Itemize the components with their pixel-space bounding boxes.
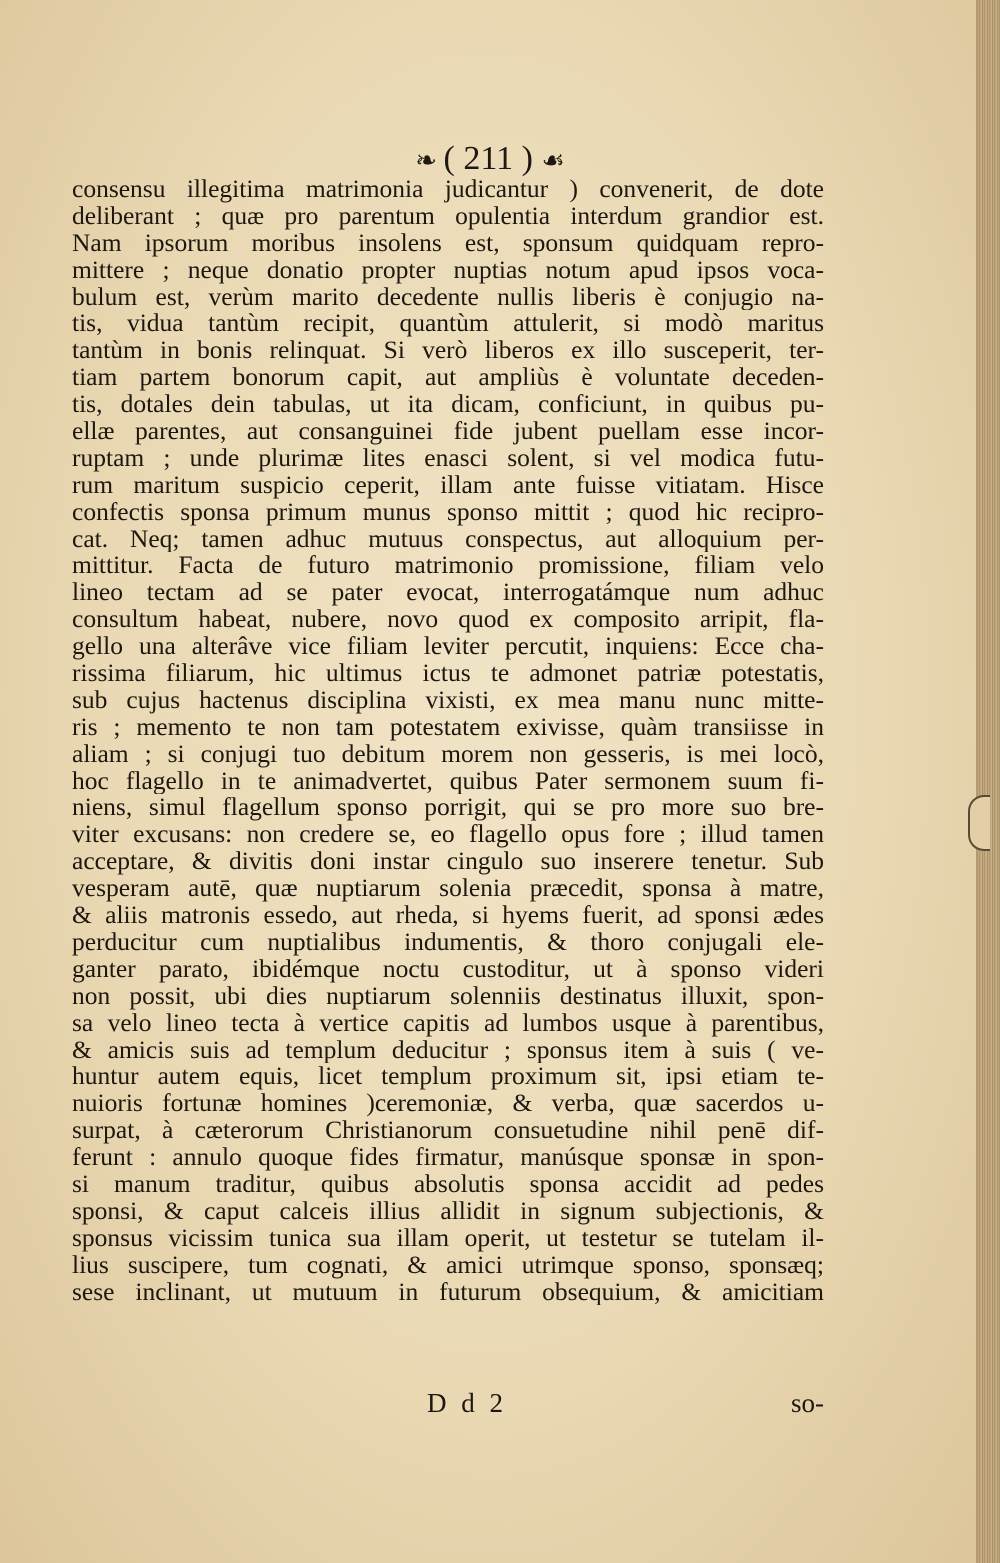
page-edges	[978, 0, 1000, 1563]
text-line: consensu illegitima matrimonia judicantur ) convenerit, de dote	[72, 176, 824, 203]
text-line: rissima filiarum, hic ultimus ictus te admonet patriæ potestatis,	[72, 660, 824, 687]
text-line: hoc flagello in te animadvertet, quibus Pater sermonem suum fi-	[72, 767, 824, 795]
signature-mark: D d 2	[427, 1388, 507, 1418]
text-line: si manum traditur, quibus absolutis sponsa accidit ad pedes	[72, 1170, 824, 1198]
text-line: sese inclinant, ut mutuum in futurum obsequium, & amicitiam	[72, 1278, 824, 1306]
text-line: niens, simul flagellum sponso porrigit, qui se pro more suo bre-	[72, 794, 824, 822]
text-line: tis, dotales dein tabulas, ut ita dicam, conficiunt, in quibus pu-	[72, 391, 824, 419]
text-line: cat. Neq; tamen adhuc mutuus conspectus, aut alloquium per-	[72, 525, 824, 553]
text-line: rum maritum suspicio ceperit, illam ante fuisse vitiatam. Hisce	[72, 471, 824, 499]
page-footer	[72, 1388, 824, 1418]
catchword: so-	[791, 1388, 824, 1418]
text-line: sponsus vicissim tunica sua illam operit, ut testetur se tutelam il-	[72, 1224, 824, 1252]
text-line: ruptam ; unde plurimæ lites enasci solent, si vel modica futu-	[72, 444, 824, 472]
text-line: surpat, à cæterorum Christianorum consuetudine nihil penē dif-	[72, 1117, 824, 1145]
ornament-right-icon: ☙	[541, 146, 563, 175]
text-line: consultum habeat, nubere, novo quod ex composito arripit, fla-	[72, 606, 824, 634]
text-line: vesperam autē, quæ nuptiarum solenia præcedit, sponsa à matre,	[72, 875, 824, 903]
text-line: sponsi, & caput calceis illius allidit in signum subjectionis, &	[72, 1197, 824, 1225]
text-line: viter excusans: non credere se, eo flagello opus fore ; illud tamen	[72, 821, 824, 849]
text-line: & aliis matronis essedo, aut rheda, si hyems fuerit, ad sponsi ædes	[72, 902, 824, 929]
text-line: non possit, ubi dies nuptiarum solenniis destinatus illuxit, spon-	[72, 982, 824, 1010]
text-line: ellæ parentes, aut consanguinei fide jubent puellam esse incor-	[72, 418, 824, 445]
text-line: gello una alterâve vice filiam leviter percutit, inquiens: Ecce cha-	[72, 633, 824, 661]
page-header	[0, 140, 978, 178]
text-line: acceptare, & divitis doni instar cingulo suo inserere tenetur. Sub	[72, 848, 824, 876]
text-line: sub cujus hactenus disciplina vixisti, ex mea manu nunc mitte-	[72, 686, 824, 714]
text-line: ganter parato, ibidémque noctu custoditur, ut à sponso videri	[72, 955, 824, 983]
text-line: huntur autem equis, licet templum proximum sit, ipsi etiam te-	[72, 1063, 824, 1091]
text-line: lius suscipere, tum cognati, & amici utrimque sponso, sponsæq;	[72, 1251, 824, 1279]
text-line: nuioris fortunæ homines )ceremoniæ, & verba, quæ sacerdos u-	[72, 1090, 824, 1118]
text-line: perducitur cum nuptialibus indumentis, & thoro conjugali ele-	[72, 928, 824, 956]
page-tab-marker	[968, 795, 990, 851]
page-number: ( 211 )	[443, 140, 533, 177]
text-line: Nam ipsorum moribus insolens est, sponsum quidquam repro-	[72, 229, 824, 257]
text-line: & amicis suis ad templum deducitur ; sponsus item à suis ( ve-	[72, 1036, 824, 1064]
ornament-left-icon: ❧	[415, 146, 436, 175]
text-line: ferunt : annulo quoque fides firmatur, manúsque sponsæ in spon-	[72, 1144, 824, 1171]
body-text	[72, 176, 824, 1305]
text-line: bulum est, verùm marito decedente nullis liberis è conjugio na-	[72, 283, 824, 311]
text-line: deliberant ; quæ pro parentum opulentia interdum grandior est.	[72, 202, 824, 230]
text-line: confectis sponsa primum munus sponso mittit ; quod hic recipro-	[72, 498, 824, 526]
text-line: sa velo lineo tecta à vertice capitis ad lumbos usque à parentibus,	[72, 1009, 824, 1037]
text-line: aliam ; si conjugi tuo debitum morem non gesseris, is mei locò,	[72, 740, 824, 768]
text-line: tantùm in bonis relinquat. Si verò liberos ex illo susceperit, ter-	[72, 337, 824, 365]
text-line: tiam partem bonorum capit, aut ampliùs è voluntate deceden-	[72, 364, 824, 392]
text-line: mittitur. Facta de futuro matrimonio promissione, filiam velo	[72, 552, 824, 580]
text-line: tis, vidua tantùm recipit, quantùm attulerit, si modò maritus	[72, 310, 824, 338]
text-line: ris ; memento te non tam potestatem exivisse, quàm transiisse in	[72, 713, 824, 741]
text-line: mittere ; neque donatio propter nuptias notum apud ipsos voca-	[72, 256, 824, 284]
text-line: lineo tectam ad se pater evocat, interrogatámque num adhuc	[72, 579, 824, 607]
